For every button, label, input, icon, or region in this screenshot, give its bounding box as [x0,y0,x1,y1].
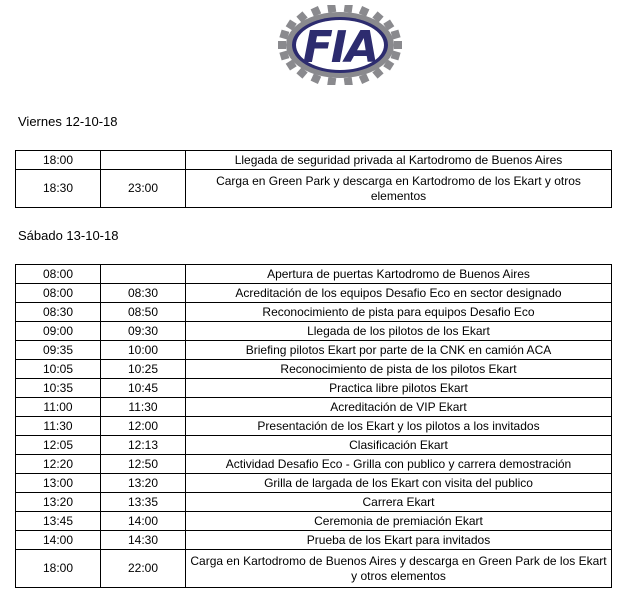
activity: Carrera Ekart [186,493,612,512]
activity: Clasificación Ekart [186,436,612,455]
start-time: 13:45 [16,512,101,531]
activity: Carga en Kartodromo de Buenos Aires y descarga en Green Park de los Ekart y otros elementos [186,550,612,588]
table-row [16,284,612,303]
start-time: 18:30 [16,170,101,208]
start-time: 12:20 [16,455,101,474]
table-row [16,341,612,360]
schedule-table-2 [15,264,612,588]
start-time: 14:00 [16,531,101,550]
end-time: 08:30 [101,284,186,303]
table-row [16,398,612,417]
table-row [16,531,612,550]
end-time [101,265,186,284]
table-row [16,417,612,436]
end-time: 08:50 [101,303,186,322]
table-row [16,512,612,531]
start-time: 08:30 [16,303,101,322]
end-time: 13:20 [101,474,186,493]
fia-logo [278,5,402,85]
end-time: 23:00 [101,170,186,208]
end-time: 12:13 [101,436,186,455]
activity: Grilla de largada de los Ekart con visita del publico [186,474,612,493]
end-time [101,151,186,170]
start-time: 13:20 [16,493,101,512]
end-time: 11:30 [101,398,186,417]
activity: Reconocimiento de pista de los pilotos Ekart [186,360,612,379]
end-time: 10:45 [101,379,186,398]
start-time: 12:05 [16,436,101,455]
activity: Acreditación de VIP Ekart [186,398,612,417]
start-time: 18:00 [16,151,101,170]
table-row [16,322,612,341]
activity: Carga en Green Park y descarga en Kartodromo de los Ekart y otros elementos [186,170,612,208]
start-time: 08:00 [16,265,101,284]
activity: Llegada de los pilotos de los Ekart [186,322,612,341]
activity: Actividad Desafio Eco - Grilla con publico y carrera demostración [186,455,612,474]
table-row [16,265,612,284]
start-time: 11:00 [16,398,101,417]
activity: Presentación de los Ekart y los pilotos a los invitados [186,417,612,436]
table-row [16,493,612,512]
end-time: 12:50 [101,455,186,474]
start-time: 18:00 [16,550,101,588]
end-time: 10:00 [101,341,186,360]
end-time: 14:00 [101,512,186,531]
table-row [16,151,612,170]
end-time: 12:00 [101,417,186,436]
end-time: 14:30 [101,531,186,550]
table-row [16,170,612,208]
table-row [16,360,612,379]
end-time: 09:30 [101,322,186,341]
table-row [16,379,612,398]
end-time: 22:00 [101,550,186,588]
activity: Ceremonia de premiación Ekart [186,512,612,531]
table-row [16,474,612,493]
end-time: 13:35 [101,493,186,512]
start-time: 08:00 [16,284,101,303]
activity: Practica libre pilotos Ekart [186,379,612,398]
table-row [16,436,612,455]
start-time: 13:00 [16,474,101,493]
activity: Apertura de puertas Kartodromo de Buenos Aires [186,265,612,284]
activity: Briefing pilotos Ekart por parte de la CNK en camión ACA [186,341,612,360]
activity: Acreditación de los equipos Desafio Eco en sector designado [186,284,612,303]
day-heading-2: Sábado 13-10-18 [18,228,119,243]
table-row [16,303,612,322]
activity: Reconocimiento de pista para equipos Desafio Eco [186,303,612,322]
day-heading-1: Viernes 12-10-18 [18,114,118,129]
activity: Llegada de seguridad privada al Kartodromo de Buenos Aires [186,151,612,170]
activity: Prueba de los Ekart para invitados [186,531,612,550]
logo-text: FIA [302,22,378,73]
start-time: 10:05 [16,360,101,379]
schedule-table-1 [15,150,612,208]
table-row [16,455,612,474]
table-row [16,550,612,588]
start-time: 11:30 [16,417,101,436]
start-time: 09:00 [16,322,101,341]
start-time: 10:35 [16,379,101,398]
start-time: 09:35 [16,341,101,360]
end-time: 10:25 [101,360,186,379]
